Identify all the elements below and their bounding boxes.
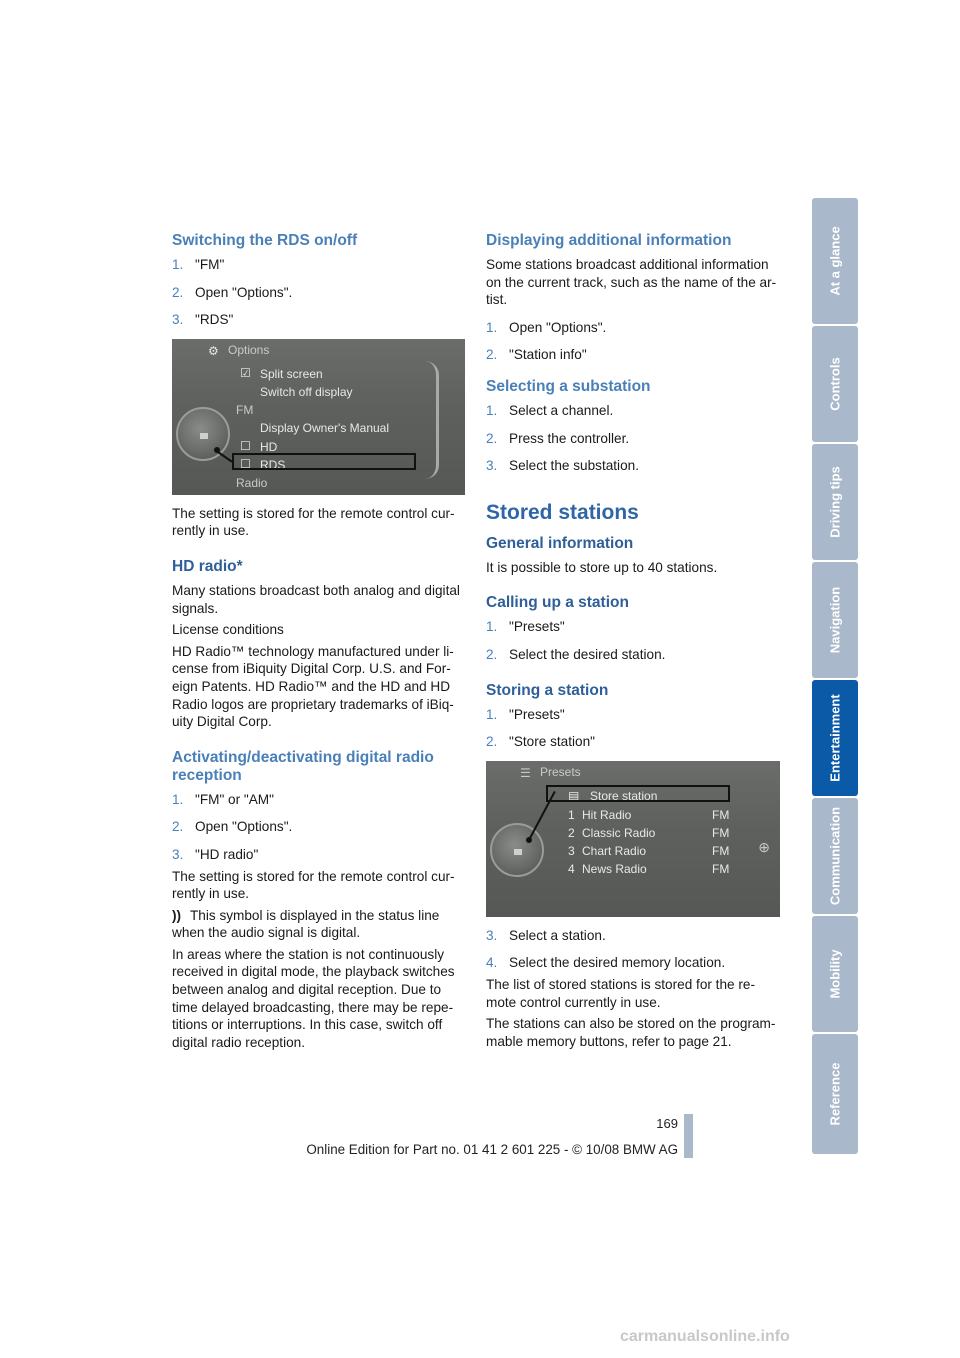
tab-entertainment[interactable]: Entertainment [812, 680, 858, 796]
scroll-arc [425, 361, 439, 479]
rds-step-3: 3. "RDS" [172, 312, 234, 328]
call-step-1: 1. "Presets" [486, 619, 565, 635]
hd-radio-heading: HD radio* [172, 557, 243, 575]
tab-mobility[interactable]: Mobility [812, 916, 858, 1032]
preset-name-2: Classic Radio [582, 825, 656, 840]
right-column [486, 232, 780, 1054]
tab-communication[interactable]: Communication [812, 798, 858, 914]
act-note: The setting is stored for the remote control cur-rently in use. [172, 868, 455, 902]
activating-heading: Activating/deactivating digital radio reception [172, 748, 434, 784]
rds-step-1: 1. "FM" [172, 257, 225, 272]
tab-at-a-glance[interactable]: At a glance [812, 198, 858, 324]
digital-signal-icon: )) [172, 907, 182, 923]
disp-step-1: 1. Open "Options". [486, 319, 607, 335]
rds-step-2: 2. Open "Options". [172, 284, 293, 300]
presets-menu-icon: ☰ [520, 765, 531, 780]
store-step-4: 4. Select the desired memory location. [486, 955, 726, 971]
store-step-3: 3. Select a station. [486, 927, 606, 943]
preset-band-1: FM [712, 807, 730, 822]
presets-title: Presets [540, 764, 581, 779]
sub-step-2: 2. Press the controller. [486, 430, 630, 446]
substation-heading: Selecting a substation [486, 377, 651, 395]
hd-paragraph-3: HD Radio™ technology manufactured under li-cense from iBiquity Digital Corp. U.S. and For-eign Patents. HD Radio™ and the HD and HD Radio logos are proprietary trademarks of iBiq-uity Digital Corp. [172, 643, 454, 730]
store-highlight [546, 785, 730, 802]
preset-num-3: 3 [568, 843, 575, 858]
store-station-item: Store station [590, 788, 658, 803]
preset-num-1: 1 [568, 807, 575, 822]
option-fm-section: FM [236, 402, 254, 417]
stored-stations-heading: Stored stations [486, 500, 639, 524]
controller-knob-icon [490, 823, 544, 877]
preset-name-3: Chart Radio [582, 843, 647, 858]
plus-icon: ⊕ [758, 838, 770, 855]
act-step-2: 2. Open "Options". [172, 819, 293, 835]
option-switch-off: Switch off display [260, 384, 353, 399]
storing-heading: Storing a station [486, 681, 609, 699]
act-step-1: 1. "FM" or "AM" [172, 791, 274, 807]
general-info-heading: General information [486, 534, 634, 552]
preset-band-4: FM [712, 861, 730, 876]
chapter-sidebar [812, 198, 858, 1156]
store-step-2: 2. "Store station" [486, 734, 595, 750]
footer-bar [684, 1114, 693, 1158]
calling-heading: Calling up a station [486, 594, 629, 612]
preset-band-2: FM [712, 825, 730, 840]
tab-navigation[interactable]: Navigation [812, 562, 858, 678]
symbol-note: )) This symbol is displayed in the status line when the audio signal is digital. [172, 907, 440, 941]
general-info-text: It is possible to store up to 40 stations. [486, 559, 718, 575]
edition-footer: Online Edition for Part no. 01 41 2 601 225 - © 10/08 BMW AG [306, 1142, 678, 1157]
left-column [172, 232, 465, 1055]
hd-paragraph-1: Many stations broadcast both analog and digital signals. [172, 582, 460, 616]
displaying-heading: Displaying additional information [486, 232, 732, 249]
options-screen-image [172, 339, 465, 495]
checkbox-checked-icon: ☑ [240, 365, 251, 380]
sub-step-1: 1. Select a channel. [486, 402, 614, 418]
store-step-1: 1. "Presets" [486, 706, 565, 722]
rds-heading: Switching the RDS on/off [172, 232, 358, 249]
rds-note: The setting is stored for the remote control cur-rently in use. [172, 505, 455, 539]
option-hd: HD [260, 439, 278, 454]
sub-step-3: 3. Select the substation. [486, 458, 639, 474]
act-step-3: 3. "HD radio" [172, 846, 259, 862]
watermark: carmanualsonline.info [620, 1328, 790, 1345]
stored-list-text: The list of stored stations is stored for the re-mote control currently in use. [486, 976, 755, 1010]
option-rds: RDS [260, 457, 286, 472]
callout-line [528, 791, 556, 841]
call-step-2: 2. Select the desired station. [486, 646, 666, 662]
option-split-screen: Split screen [260, 366, 323, 381]
preset-num-4: 4 [568, 861, 575, 876]
disp-step-2: 2. "Station info" [486, 347, 587, 363]
displaying-text: Some stations broadcast additional information on the current track, such as the name of the ar-tist. [486, 257, 777, 308]
option-owners-manual: Display Owner's Manual [260, 420, 390, 435]
option-radio-section: Radio [236, 475, 268, 490]
preset-name-4: News Radio [582, 861, 647, 876]
tab-reference[interactable]: Reference [812, 1034, 858, 1154]
memory-buttons-text: The stations can also be stored on the program-mable memory buttons, refer to page 21. [486, 1016, 776, 1049]
preset-name-1: Hit Radio [582, 807, 632, 822]
preset-band-3: FM [712, 843, 730, 858]
store-icon: ▤ [568, 788, 580, 803]
page-number: 169 [656, 1116, 678, 1131]
areas-paragraph: In areas where the station is not continuously received in digital mode, the playback switches between analog and digital reception. Due to time delayed broadcasting, there may be repe-titions or interruptions. In this case, switch off digital radio reception. [172, 946, 455, 1050]
hd-paragraph-2: License conditions [172, 622, 284, 638]
tab-driving-tips[interactable]: Driving tips [812, 444, 858, 560]
callout-line [217, 451, 232, 462]
options-menu-icon: ⚙ [208, 343, 219, 358]
options-title: Options [228, 342, 270, 357]
presets-screen-image [486, 761, 780, 917]
preset-num-2: 2 [568, 825, 575, 840]
tab-controls[interactable]: Controls [812, 326, 858, 442]
rds-highlight [232, 453, 416, 470]
checkbox-hd-icon: ☐ [240, 438, 251, 453]
checkbox-rds-icon: ☐ [240, 456, 251, 471]
